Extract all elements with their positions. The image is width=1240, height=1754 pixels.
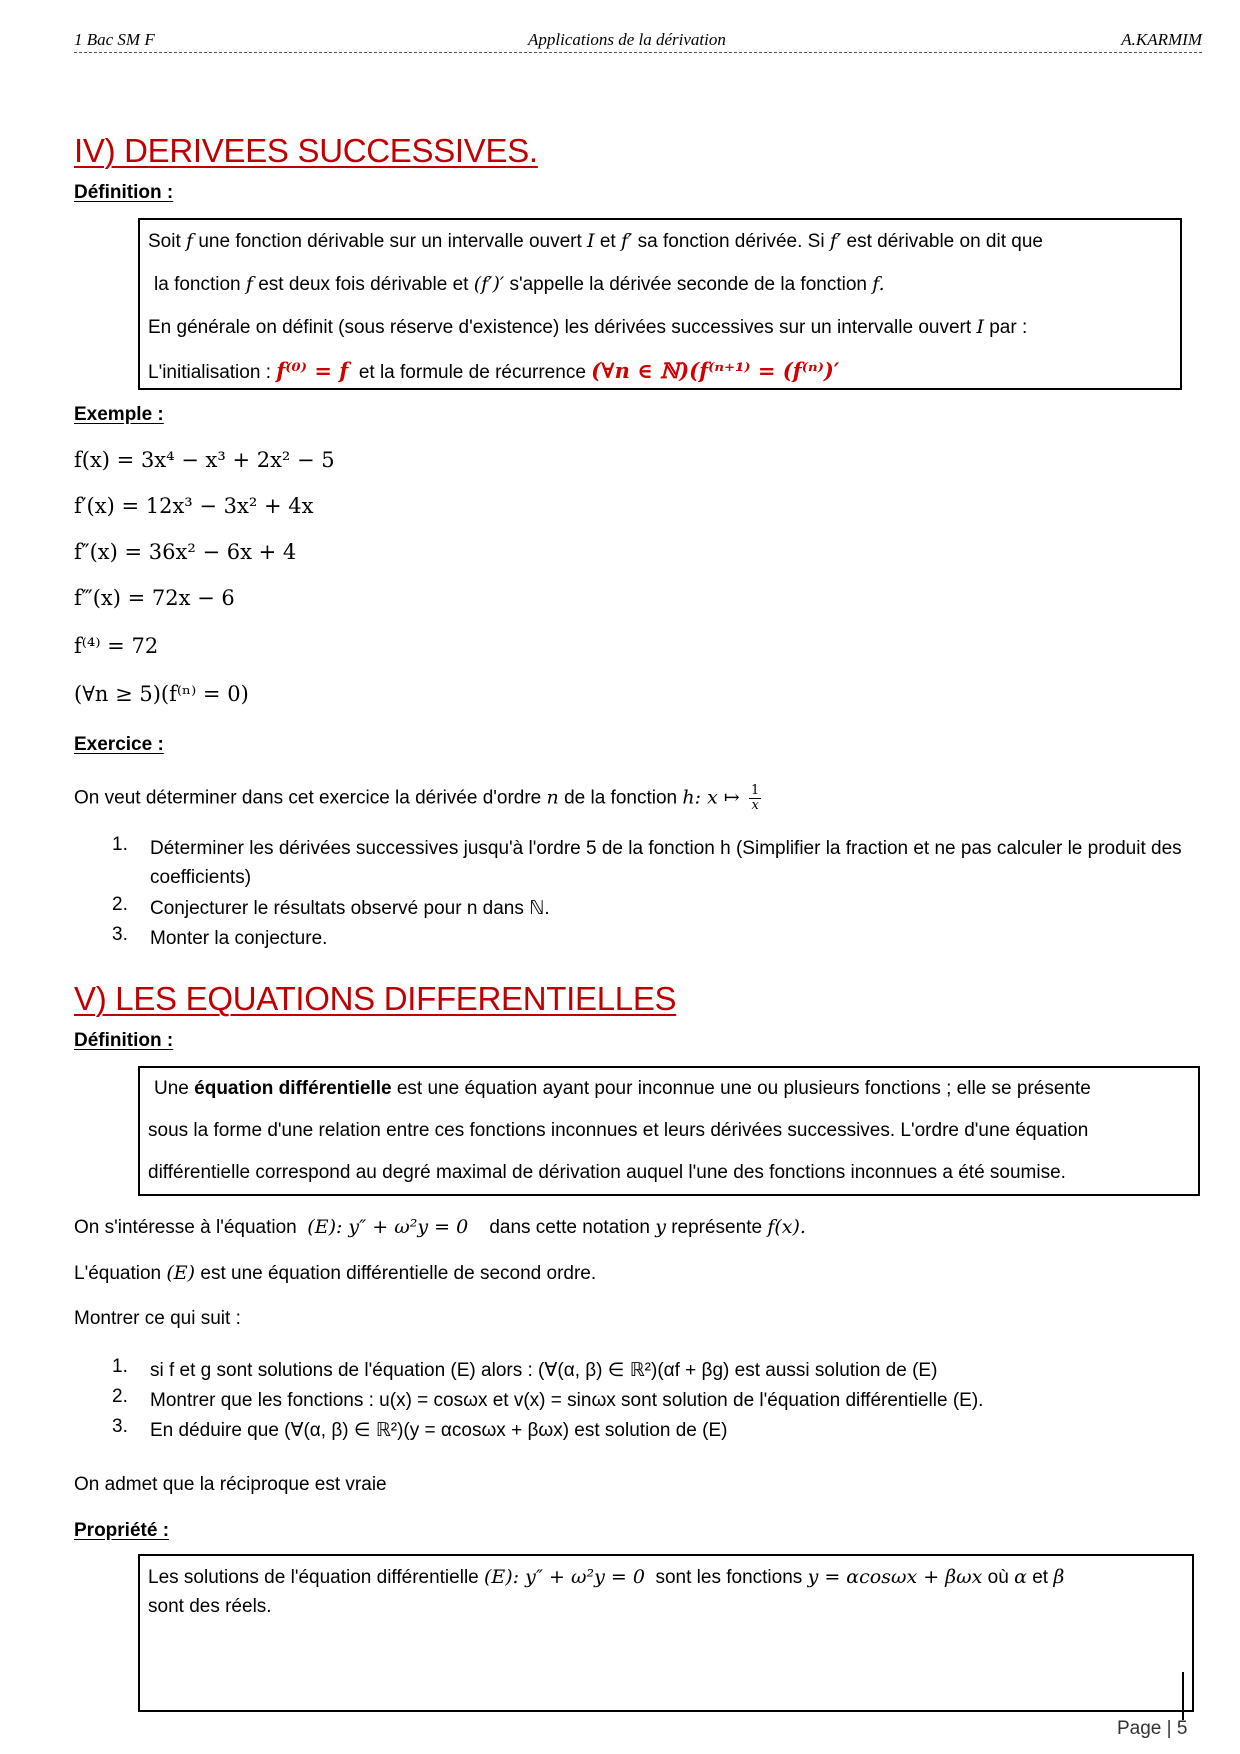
exercise-intro: On veut déterminer dans cet exercice la dérivée d'ordre n de la fonction h: x ↦ $\frac{1}{x}$ xyxy=(74,783,760,813)
equation-order: L'équation (E) est une équation différentielle de second ordre. xyxy=(74,1262,597,1284)
definition-line-1: Soit f une fonction dérivable sur un intervalle ouvert I et f′ sa fonction dérivée. Si f′ est dérivable on dit que xyxy=(148,230,1043,252)
instruction: Montrer ce qui suit : xyxy=(74,1308,241,1329)
equation-intro: On s'intéresse à l'équation (E): y″ + ω²y = 0 dans cette notation y représente f(x). xyxy=(74,1216,806,1238)
init-formula: f⁽⁰⁾ = f xyxy=(276,358,349,383)
property-box xyxy=(138,1554,1194,1712)
header-title: Applications de la dérivation xyxy=(528,30,726,49)
example-label: Exemple : xyxy=(74,404,164,425)
example-line: f′(x) = 12x³ − 3x² + 4x xyxy=(74,494,314,518)
property-line-2: sont des réels. xyxy=(148,1596,272,1617)
definition-line-1: Une équation différentielle est une équation ayant pour inconnue une ou plusieurs fonctions ; elle se présente xyxy=(154,1078,1091,1099)
footer-divider xyxy=(1182,1672,1184,1720)
property-line-1: Les solutions de l'équation différentielle (E): y″ + ω²y = 0 sont les fonctions y = αcosωx + βωx où α et β xyxy=(148,1566,1065,1588)
fraction-one-over-x: $\frac{1}{x}$ xyxy=(751,783,760,813)
page-number: Page | 5 xyxy=(1117,1718,1188,1739)
property-label: Propriété : xyxy=(74,1520,170,1541)
definition-box xyxy=(138,1066,1200,1196)
definition-line-4: L'initialisation : f⁽⁰⁾ = f et la formule de récurrence (∀n ∈ ℕ)(f⁽ⁿ⁺¹⁾ = (f⁽ⁿ⁾)′ xyxy=(148,358,840,383)
header-author: A.KARMIM xyxy=(1121,30,1202,49)
example-line: f⁽⁴⁾ = 72 xyxy=(74,634,159,658)
definition-line-3: différentielle correspond au degré maximal de dérivation auquel l'une des fonctions inconnues a été soumise. xyxy=(148,1162,1066,1183)
reciprocal-note: On admet que la réciproque est vraie xyxy=(74,1474,387,1495)
definition-label: Définition : xyxy=(74,182,174,203)
example-line: f‴(x) = 72x − 6 xyxy=(74,586,235,610)
definition-label: Définition : xyxy=(74,1030,174,1051)
header-class: 1 Bac SM F xyxy=(74,30,155,49)
recurrence-formula: (∀n ∈ ℕ)(f⁽ⁿ⁺¹⁾ = (f⁽ⁿ⁾)′ xyxy=(591,358,840,383)
page-header xyxy=(74,28,1202,53)
definition-line-2: sous la forme d'une relation entre ces fonctions inconnues et leurs dérivées successives. L'ordre d'une équation xyxy=(148,1120,1089,1141)
example-line: f(x) = 3x⁴ − x³ + 2x² − 5 xyxy=(74,448,335,472)
section-title-derivees: IV) DERIVEES SUCCESSIVES. xyxy=(74,132,538,169)
definition-box xyxy=(138,218,1182,390)
example-line: (∀n ≥ 5)(f⁽ⁿ⁾ = 0) xyxy=(74,682,249,706)
example-line: f″(x) = 36x² − 6x + 4 xyxy=(74,540,297,564)
definition-line-2: la fonction f est deux fois dérivable et (f′)′ s'appelle la dérivée seconde de la fonction f. xyxy=(154,273,885,295)
definition-line-3: En générale on définit (sous réserve d'existence) les dérivées successives sur un intervalle ouvert I par : xyxy=(148,316,1028,338)
section-title-equations: V) LES EQUATIONS DIFFERENTIELLES xyxy=(74,980,677,1017)
exercise-label: Exercice : xyxy=(74,734,164,755)
